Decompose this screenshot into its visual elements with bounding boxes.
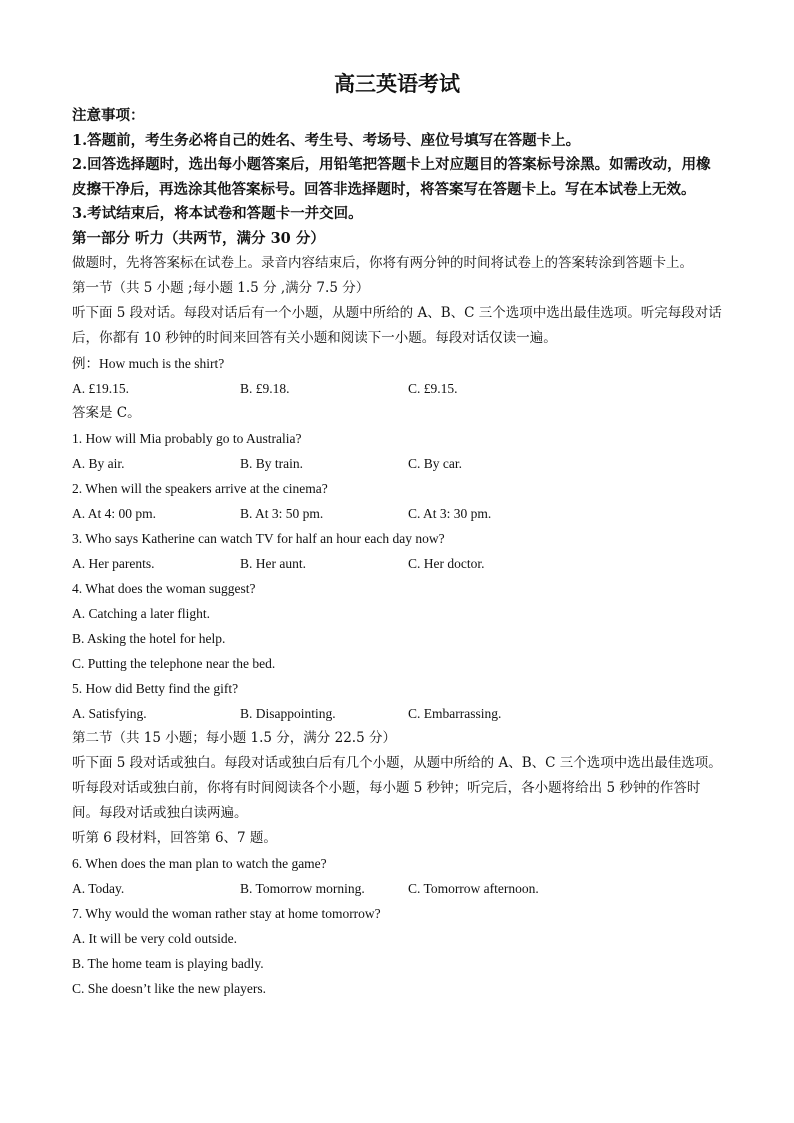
question-4-option-a: A. Catching a later flight. xyxy=(72,606,210,621)
option-a: A. £19.15. xyxy=(72,381,129,396)
option-b: B. By train. xyxy=(240,456,303,471)
option-a: A. By air. xyxy=(72,456,125,471)
example-question: 例：How much is the shirt? xyxy=(72,356,225,371)
question-6: 6. When does the man plan to watch the game? xyxy=(72,856,327,871)
example-answer: 答案是 C。 xyxy=(72,405,141,421)
option-c: C. £9.15. xyxy=(408,381,458,396)
notice-item-1: 1.答题前，考生务必将自己的姓名、考生号、考场号、座位号填写在答题卡上。 xyxy=(72,131,581,149)
material-6-note: 听第 6 段材料，回答第 6、7 题。 xyxy=(72,830,277,846)
option-a: A. Today. xyxy=(72,881,125,896)
question-7: 7. Why would the woman rather stay at home tomorrow? xyxy=(72,906,381,921)
question-6-options xyxy=(72,876,722,901)
option-c: C. Her doctor. xyxy=(408,556,485,571)
question-4-option-b: B. Asking the hotel for help. xyxy=(72,631,226,646)
option-b: B. Tomorrow morning. xyxy=(240,881,365,896)
question-3: 3. Who says Katherine can watch TV for half an hour each day now? xyxy=(72,531,445,546)
question-1: 1. How will Mia probably go to Australia? xyxy=(72,431,302,446)
option-c: C. Tomorrow afternoon. xyxy=(408,881,539,896)
question-4-option-c: C. Putting the telephone near the bed. xyxy=(72,656,276,671)
option-b: B. Her aunt. xyxy=(240,556,306,571)
question-4: 4. What does the woman suggest? xyxy=(72,581,256,596)
question-5: 5. How did Betty find the gift? xyxy=(72,681,239,696)
question-2: 2. When will the speakers arrive at the cinema? xyxy=(72,481,328,496)
section2-instruction: 听下面 5 段对话或独白。每段对话或独白后有几个小题，从题中所给的 A、B、C 三个选项中选出最佳选项。听每段对话或独白前，你将有时间阅读各个小题，每小题 5 秒钟；听完后，各小题将给出 5 秒钟的作答时间。每段对话或独白读两遍。 xyxy=(72,755,722,821)
question-7-option-b: B. The home team is playing badly. xyxy=(72,956,264,971)
notice-item-2: 2.回答选择题时，选出每小题答案后，用铅笔把答题卡上对应题目的答案标号涂黑。如需改动，用橡皮擦干净后，再选涂其他答案标号。回答非选择题时，将答案写在答题卡上。写在本试卷上无效。 xyxy=(72,156,711,198)
notice-item-3: 3.考试结束后，将本试卷和答题卡一并交回。 xyxy=(72,205,363,222)
question-7-option-a: A. It will be very cold outside. xyxy=(72,931,237,946)
option-b: B. £9.18. xyxy=(240,381,290,396)
question-1-options xyxy=(72,451,722,476)
question-5-options xyxy=(72,701,722,726)
option-b: B. Disappointing. xyxy=(240,706,336,721)
exam-title: 高三英语考试 xyxy=(334,71,460,96)
option-a: A. Her parents. xyxy=(72,556,155,571)
section2-heading: 第二节（共 15 小题；每小题 1.5 分，满分 22.5 分） xyxy=(72,730,396,746)
option-c: C. Embarrassing. xyxy=(408,706,502,721)
option-a: A. Satisfying. xyxy=(72,706,147,721)
exam-page xyxy=(72,70,722,1001)
part1-heading: 第一部分 听力（共两节，满分 30 分） xyxy=(72,229,325,247)
question-2-options xyxy=(72,501,722,526)
section1-heading: 第一节（共 5 小题 ;每小题 1.5 分 ,满分 7.5 分） xyxy=(72,280,370,296)
option-c: C. At 3: 30 pm. xyxy=(408,506,492,521)
option-a: A. At 4: 00 pm. xyxy=(72,506,157,521)
question-3-options xyxy=(72,551,722,576)
option-b: B. At 3: 50 pm. xyxy=(240,506,324,521)
option-c: C. By car. xyxy=(408,456,462,471)
example-options xyxy=(72,376,722,401)
section1-instruction: 听下面 5 段对话。每段对话后有一个小题，从题中所给的 A、B、C 三个选项中选出最佳选项。听完每段对话后，你都有 10 秒钟的时间来回答有关小题和阅读下一小题。每段对话仅读一遍。 xyxy=(72,305,722,346)
part1-intro: 做题时，先将答案标在试卷上。录音内容结束后，你将有两分钟的时间将试卷上的答案转涂到答题卡上。 xyxy=(72,255,693,271)
question-7-option-c: C. She doesn’t like the new players. xyxy=(72,981,266,996)
notice-heading: 注意事项： xyxy=(72,107,145,124)
